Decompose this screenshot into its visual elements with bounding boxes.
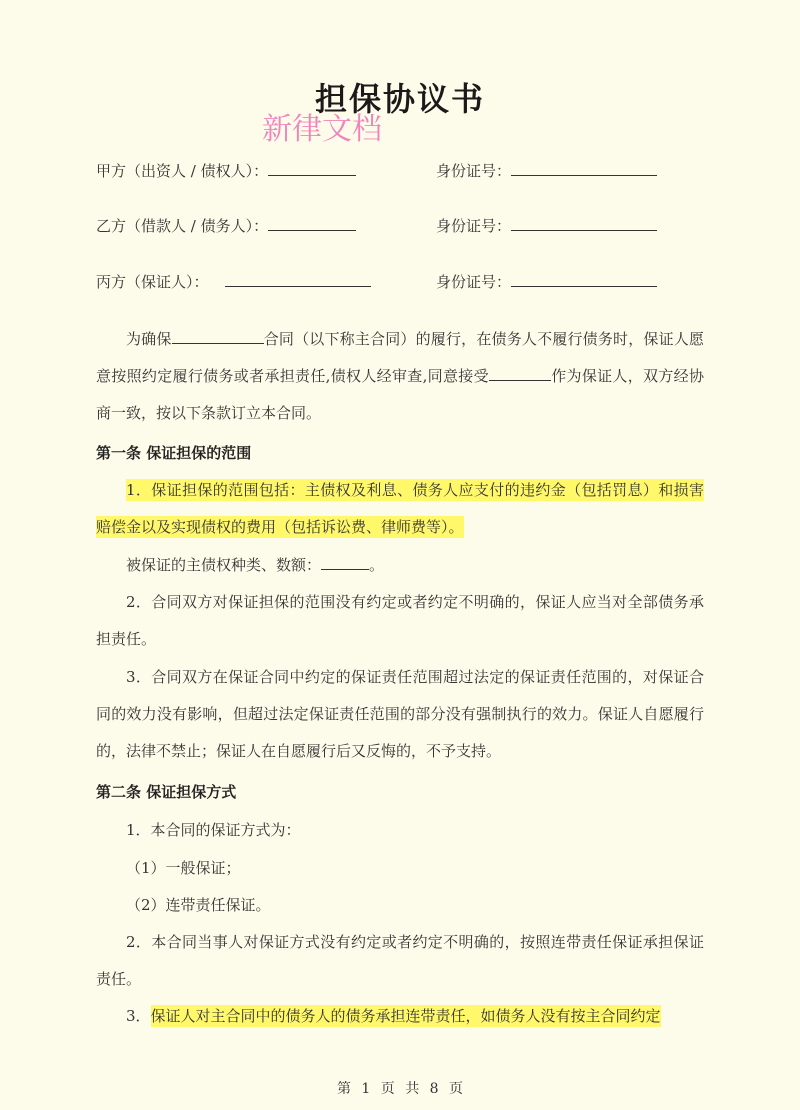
article-2-option-2: （2）连带责任保证。 [126,896,271,914]
party-b-id-row [436,215,657,236]
party-c-id-blank [511,271,657,287]
contract-name-blank [172,328,264,344]
article-2-item-2: 2．本合同当事人对保证方式没有约定或者约定不明确的，按照连带责任保证承担保证责任。 [96,933,704,988]
article-2-heading: 第二条 保证担保方式 [96,783,237,801]
party-c-id-label: 身份证号： [436,273,512,291]
document-title: 担保协议书 [314,80,485,118]
page-footer: 第 1 页 共 8 页 [336,1081,464,1097]
watermark: 新律文档 [262,112,382,147]
intro-paragraph [96,321,704,432]
article-1-item-2: 2．合同双方对保证担保的范围没有约定或者约定不明确的，保证人应当对全部债务承担责任。 [96,593,704,648]
party-b-id-blank [511,215,657,231]
amount-blank [321,554,369,570]
article-1-item-1 [96,472,704,546]
article-2-item-3-num: 3． [126,1007,151,1025]
article-1-heading: 第一条 保证担保的范围 [96,444,252,462]
party-a-id-label: 身份证号： [436,162,512,180]
article-1-amount [96,547,704,584]
intro-text-2: 合同（以下称主合同）的履行，在债务人不履行债务时，保证人愿意按照约定履行债务或者承担责任,债权人经审查,同意接受 [96,330,704,385]
article-2-option-1: （1）一般保证； [126,859,241,877]
article-1-item-1-text: 1．保证担保的范围包括：主债权及利息、债务人应支付的违约金（包括罚息）和损害赔偿金以及实现债权的费用（包括诉讼费、律师费等）。 [96,481,704,536]
guarantor-blank [489,365,551,381]
amount-label: 被保证的主债权种类、数额： [126,556,322,574]
article-2-item-3-text: 保证人对主合同中的债务人的债务承担连带责任，如债务人没有按主合同约定 [150,1007,661,1025]
party-a-row [96,160,356,181]
amount-end: 。 [369,556,385,574]
intro-text-3: 作为保证人，双方经协商一致，按以下条款订立本合同。 [96,367,704,422]
party-b-label: 乙方（借款人 / 债务人）： [96,217,269,235]
party-a-id-blank [511,160,657,176]
party-c-blank [225,271,371,287]
article-2-item-3 [96,998,704,1035]
article-2-item-1: 1．本合同的保证方式为： [126,821,301,839]
party-c-row [96,271,371,292]
party-a-id-row [436,160,657,181]
party-a-blank [268,160,356,176]
party-c-label: 丙方（保证人）： [96,273,209,291]
party-b-blank [268,215,356,231]
party-c-id-row [436,271,657,292]
party-b-id-label: 身份证号： [436,217,512,235]
party-a-label: 甲方（出资人 / 债权人）： [96,162,269,180]
party-b-row [96,215,356,236]
intro-text-1: 为确保 [126,330,172,348]
article-1-item-3: 3．合同双方在保证合同中约定的保证责任范围超过法定的保证责任范围的，对保证合同的效力没有影响，但超过法定保证责任范围的部分没有强制执行的效力。保证人自愿履行的，法律不禁止；保证人在自愿履行后又反悔的，不予支持。 [96,668,704,760]
